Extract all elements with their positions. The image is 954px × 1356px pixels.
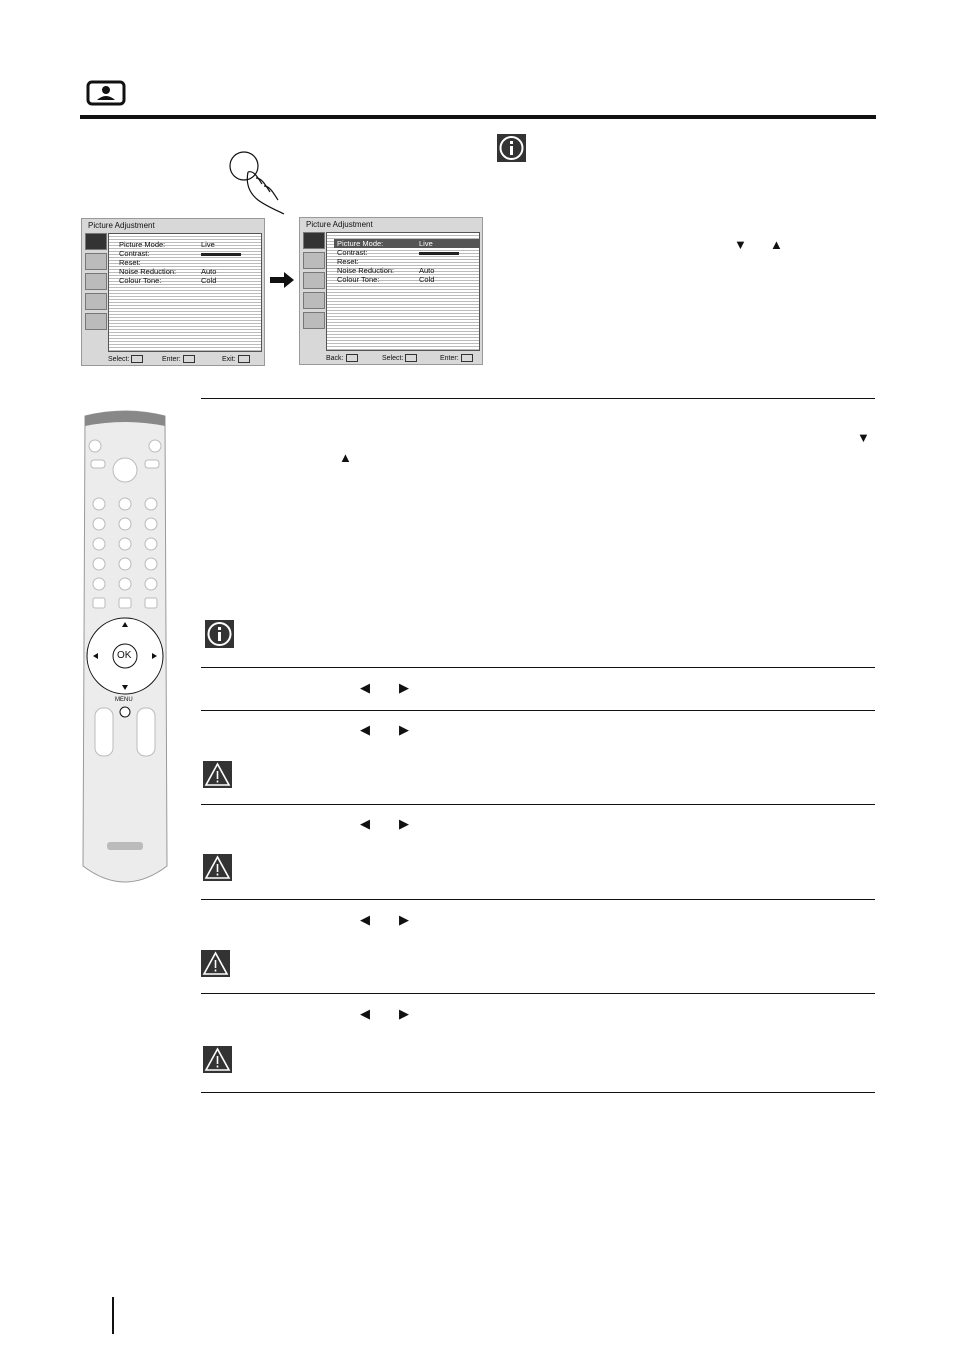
warning-icon (203, 854, 232, 881)
osd-row-colour-tone: Colour Tone: Cold (337, 275, 435, 284)
arrow-left-icon: ◀ (360, 816, 370, 831)
info-icon (497, 134, 526, 162)
osd-footer-enter: Enter: (440, 354, 473, 362)
warning-icon (203, 1046, 232, 1073)
osd-footer-exit: Exit: (222, 355, 250, 363)
ok-button-label: OK (117, 650, 132, 661)
warning-icon (201, 950, 230, 977)
arrow-left-icon: ◀ (360, 722, 370, 737)
menu-button-label: MENU (115, 697, 133, 703)
section-rule (201, 667, 875, 668)
arrow-up-icon: ▲ (770, 237, 783, 252)
section-rule-top (201, 398, 875, 399)
contrast-bar (201, 253, 241, 256)
section-rule (201, 710, 875, 711)
arrow-right-icon: ▶ (399, 912, 409, 927)
osd-row-colour-tone: Colour Tone: Cold (119, 276, 217, 285)
osd-row-reset: Reset: (337, 257, 359, 266)
osd-row-picture-mode: Picture Mode: Live (119, 240, 215, 249)
timer-icon (85, 293, 107, 310)
osd-panel (108, 233, 262, 352)
hand-press-illustration (218, 148, 288, 218)
features-icon (85, 273, 107, 290)
picture-icon (85, 233, 107, 250)
picture-icon (303, 232, 325, 249)
section-rule-bottom (201, 1092, 875, 1093)
osd-screen-1 (81, 218, 265, 366)
flow-arrow-icon (270, 272, 294, 293)
arrow-down-icon: ▼ (734, 237, 747, 252)
remote-control-illustration (81, 408, 169, 886)
features-icon (303, 272, 325, 289)
arrow-right-icon: ▶ (399, 722, 409, 737)
osd-footer-enter: Enter: (162, 355, 195, 363)
picture-menu-icon (86, 79, 126, 107)
timer-icon (303, 292, 325, 309)
osd-panel (326, 232, 480, 351)
osd-row-picture-mode-selected: Picture Mode: Live (334, 239, 480, 248)
arrow-right-icon: ▶ (399, 680, 409, 695)
section-rule (201, 993, 875, 994)
setup-icon (303, 312, 325, 329)
osd-screen-2 (299, 217, 483, 365)
section-rule (201, 804, 875, 805)
arrow-right-icon: ▶ (399, 1006, 409, 1021)
osd-footer-select: Select: (108, 355, 143, 363)
osd-title: Picture Adjustment (88, 221, 155, 230)
arrow-left-icon: ◀ (360, 680, 370, 695)
osd-row-noise-reduction: Noise Reduction: Auto (337, 266, 435, 275)
osd-title: Picture Adjustment (306, 220, 373, 229)
osd-row-reset: Reset: (119, 258, 141, 267)
setup-icon (85, 313, 107, 330)
arrow-up-icon: ▲ (339, 450, 352, 465)
osd-menu-icons (303, 232, 325, 332)
info-icon (205, 620, 234, 648)
arrow-down-icon: ▼ (857, 430, 870, 445)
osd-footer-select: Select: (382, 354, 417, 362)
sound-icon (85, 253, 107, 270)
osd-row-contrast: Contrast: (119, 249, 241, 258)
header-rule (80, 115, 876, 119)
contrast-bar (419, 252, 459, 255)
arrow-right-icon: ▶ (399, 816, 409, 831)
sound-icon (303, 252, 325, 269)
warning-icon (203, 761, 232, 788)
osd-row-contrast: Contrast: (337, 248, 459, 257)
arrow-left-icon: ◀ (360, 912, 370, 927)
osd-menu-icons (85, 233, 107, 333)
section-rule (201, 899, 875, 900)
osd-footer-back: Back: (326, 354, 358, 362)
page-marker (112, 1297, 114, 1334)
osd-row-noise-reduction: Noise Reduction: Auto (119, 267, 217, 276)
arrow-left-icon: ◀ (360, 1006, 370, 1021)
